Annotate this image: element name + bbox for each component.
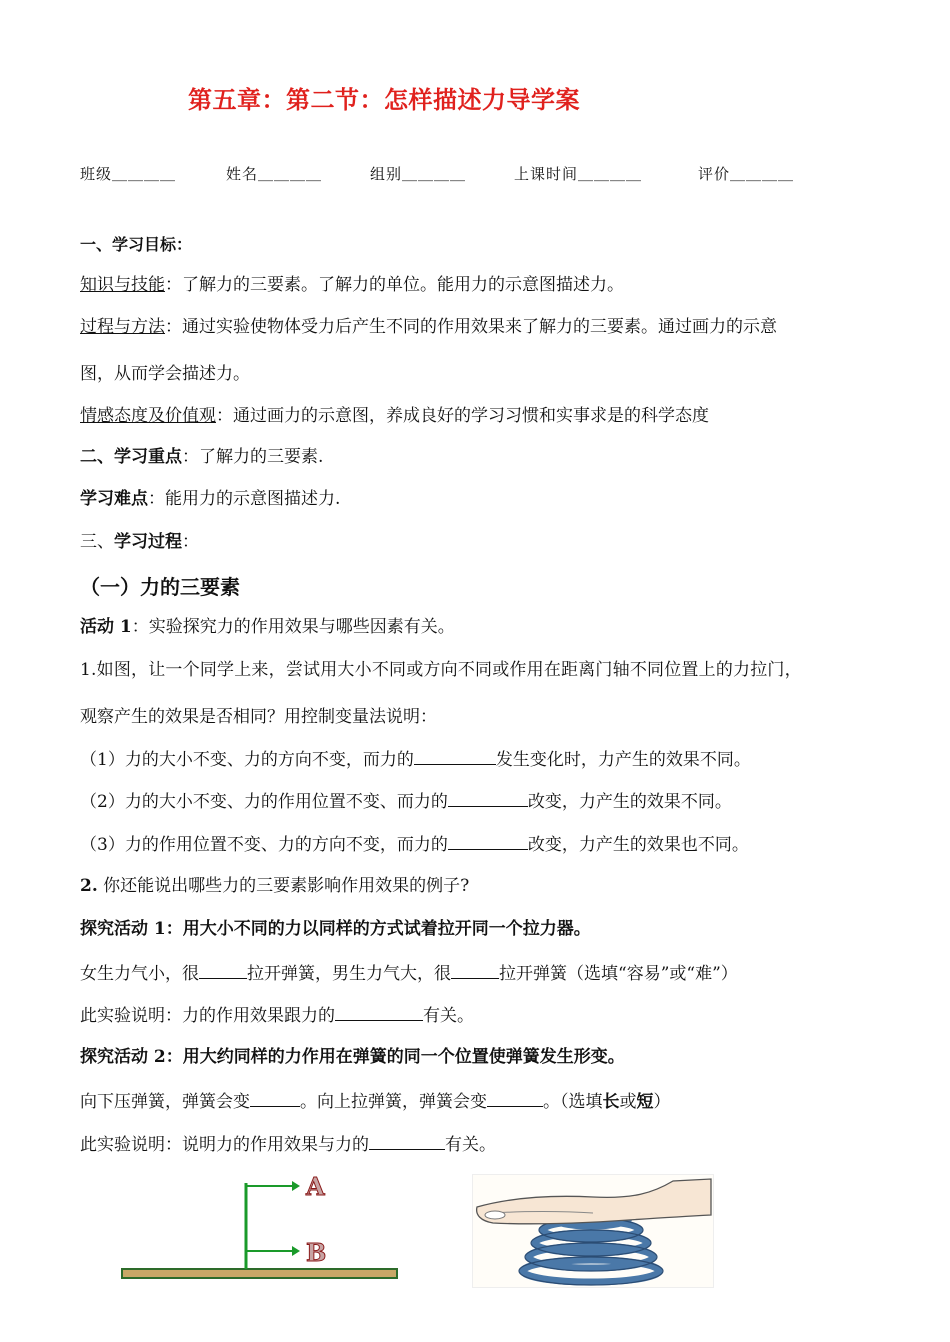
goals-heading: 一、学习目标： <box>80 235 193 254</box>
item3-text-b: 改变，力产生的效果也不同。 <box>527 835 749 855</box>
item3-text-a: （3）力的作用位置不变、力的方向不变，而力的 <box>80 835 448 855</box>
blank-5[interactable] <box>451 960 499 979</box>
goal-knowledge <box>80 273 624 297</box>
explore-1-fill <box>80 960 738 986</box>
blank-3[interactable] <box>448 831 528 850</box>
difficulty <box>80 487 340 511</box>
blank-1[interactable] <box>414 746 496 765</box>
explore-2-concl-a: 此实验说明：说明力的作用效果与力的 <box>80 1135 369 1155</box>
page-title: 第五章：第二节：怎样描述力导学案 <box>188 86 580 114</box>
explore-1-concl-a: 此实验说明：力的作用效果跟力的 <box>80 1006 335 1026</box>
blank-9[interactable] <box>369 1131 445 1150</box>
explore-1-title: 探究活动 1：用大小不同的力以同样的方式试着拉开同一个拉力器。 <box>80 919 591 939</box>
goal-emotion <box>80 404 709 428</box>
blank-4[interactable] <box>199 960 247 979</box>
process-suffix: ： <box>182 532 199 552</box>
spring-figure <box>472 1174 714 1288</box>
class-field[interactable]: 班级＿＿＿＿ <box>80 165 177 183</box>
name-field[interactable]: 姓名＿＿＿＿ <box>226 165 323 183</box>
arrow-a-head <box>292 1181 300 1191</box>
goal-process-label: 过程与方法 <box>80 317 165 337</box>
blank-8[interactable] <box>487 1088 543 1107</box>
process-label: 学习过程 <box>114 532 182 552</box>
blank-6[interactable] <box>335 1002 423 1021</box>
item1-text-b: 发生变化时，力产生的效果不同。 <box>495 750 751 770</box>
door-force-figure <box>120 1175 400 1285</box>
process-heading <box>80 530 199 554</box>
explore-2-concl-b: 有关。 <box>445 1135 496 1155</box>
goal-knowledge-label: 知识与技能 <box>80 275 165 295</box>
key-point <box>80 445 323 469</box>
option-short: 短 <box>636 1092 654 1112</box>
item2-text-a: （2）力的大小不变、力的作用位置不变、而力的 <box>80 792 448 812</box>
question-1-line2: 观察产生的效果是否相同？用控制变量法说明： <box>80 707 437 727</box>
option-or: 或 <box>619 1092 637 1112</box>
goal-process <box>80 315 777 339</box>
question-2 <box>80 874 469 898</box>
spring-press-diagram <box>473 1175 713 1287</box>
explore-1-text-a: 女生力气小，很 <box>80 964 199 984</box>
question-1-item1 <box>80 746 751 772</box>
question-1-line1: 1.如图，让一个同学上来，尝试用大小不同或方向不同或作用在距离门轴不同位置上的力拉门， <box>80 660 802 680</box>
blank-7[interactable] <box>250 1088 300 1107</box>
goal-process-text: ：通过实验使物体受力后产生不同的作用效果来了解力的三要素。通过画力的示意 <box>165 317 777 337</box>
ground-plank <box>122 1269 397 1278</box>
explore-1-text-b: 拉开弹簧，男生力气大，很 <box>247 964 451 984</box>
option-long: 长 <box>602 1092 620 1112</box>
evaluation-field[interactable]: 评价＿＿＿＿ <box>698 165 795 183</box>
explore-2-text-d: ） <box>653 1092 671 1112</box>
explore-2-text-a: 向下压弹簧，弹簧会变 <box>80 1092 250 1112</box>
explore-2-title: 探究活动 2：用大约同样的力作用在弹簧的同一个位置使弹簧发生形变。 <box>80 1047 625 1067</box>
question-2-number: 2. <box>80 876 98 896</box>
goal-process-cont: 图，从而学会描述力。 <box>80 364 250 384</box>
key-point-label: 二、学习重点 <box>80 447 182 467</box>
explore-1-conclusion <box>80 1002 474 1028</box>
process-prefix: 三、 <box>80 532 114 552</box>
blank-2[interactable] <box>448 788 528 807</box>
activity-1-label: 活动 1 <box>80 617 132 637</box>
explore-2-text-c: 。（选填 <box>543 1092 603 1112</box>
activity-1 <box>80 615 455 639</box>
fingernail <box>485 1211 505 1219</box>
explore-1-concl-b: 有关。 <box>423 1006 474 1026</box>
key-point-text: ：了解力的三要素. <box>182 447 324 467</box>
label-b: B <box>306 1238 327 1267</box>
hand-icon <box>477 1179 711 1224</box>
question-1-item2 <box>80 788 732 814</box>
explore-2-text-b: 。向上拉弹簧，弹簧会变 <box>300 1092 487 1112</box>
goal-emotion-label: 情感态度及价值观 <box>80 406 216 426</box>
explore-2-conclusion <box>80 1131 496 1157</box>
goal-knowledge-text: ：了解力的三要素。了解力的单位。能用力的示意图描述力。 <box>165 275 624 295</box>
class-time-field[interactable]: 上课时间＿＿＿＿ <box>514 165 643 183</box>
question-2-text: 你还能说出哪些力的三要素影响作用效果的例子? <box>97 876 470 896</box>
explore-2-fill <box>80 1088 671 1114</box>
explore-1-text-c: 拉开弹簧（选填“容易”或“难”） <box>499 964 738 984</box>
question-1-item3 <box>80 831 749 857</box>
activity-1-text: ：实验探究力的作用效果与哪些因素有关。 <box>131 617 455 637</box>
section-three-elements: （一）力的三要素 <box>80 575 240 599</box>
difficulty-text: ：能用力的示意图描述力. <box>148 489 341 509</box>
group-field[interactable]: 组别＿＿＿＿ <box>370 165 467 183</box>
door-force-diagram <box>120 1175 400 1285</box>
item2-text-b: 改变，力产生的效果不同。 <box>527 792 732 812</box>
arrow-b-head <box>292 1246 300 1256</box>
item1-text-a: （1）力的大小不变、力的方向不变，而力的 <box>80 750 414 770</box>
difficulty-label: 学习难点 <box>80 489 148 509</box>
goal-emotion-text: ：通过画力的示意图，养成良好的学习习惯和实事求是的科学态度 <box>216 406 709 426</box>
label-a: A <box>306 1175 325 1201</box>
